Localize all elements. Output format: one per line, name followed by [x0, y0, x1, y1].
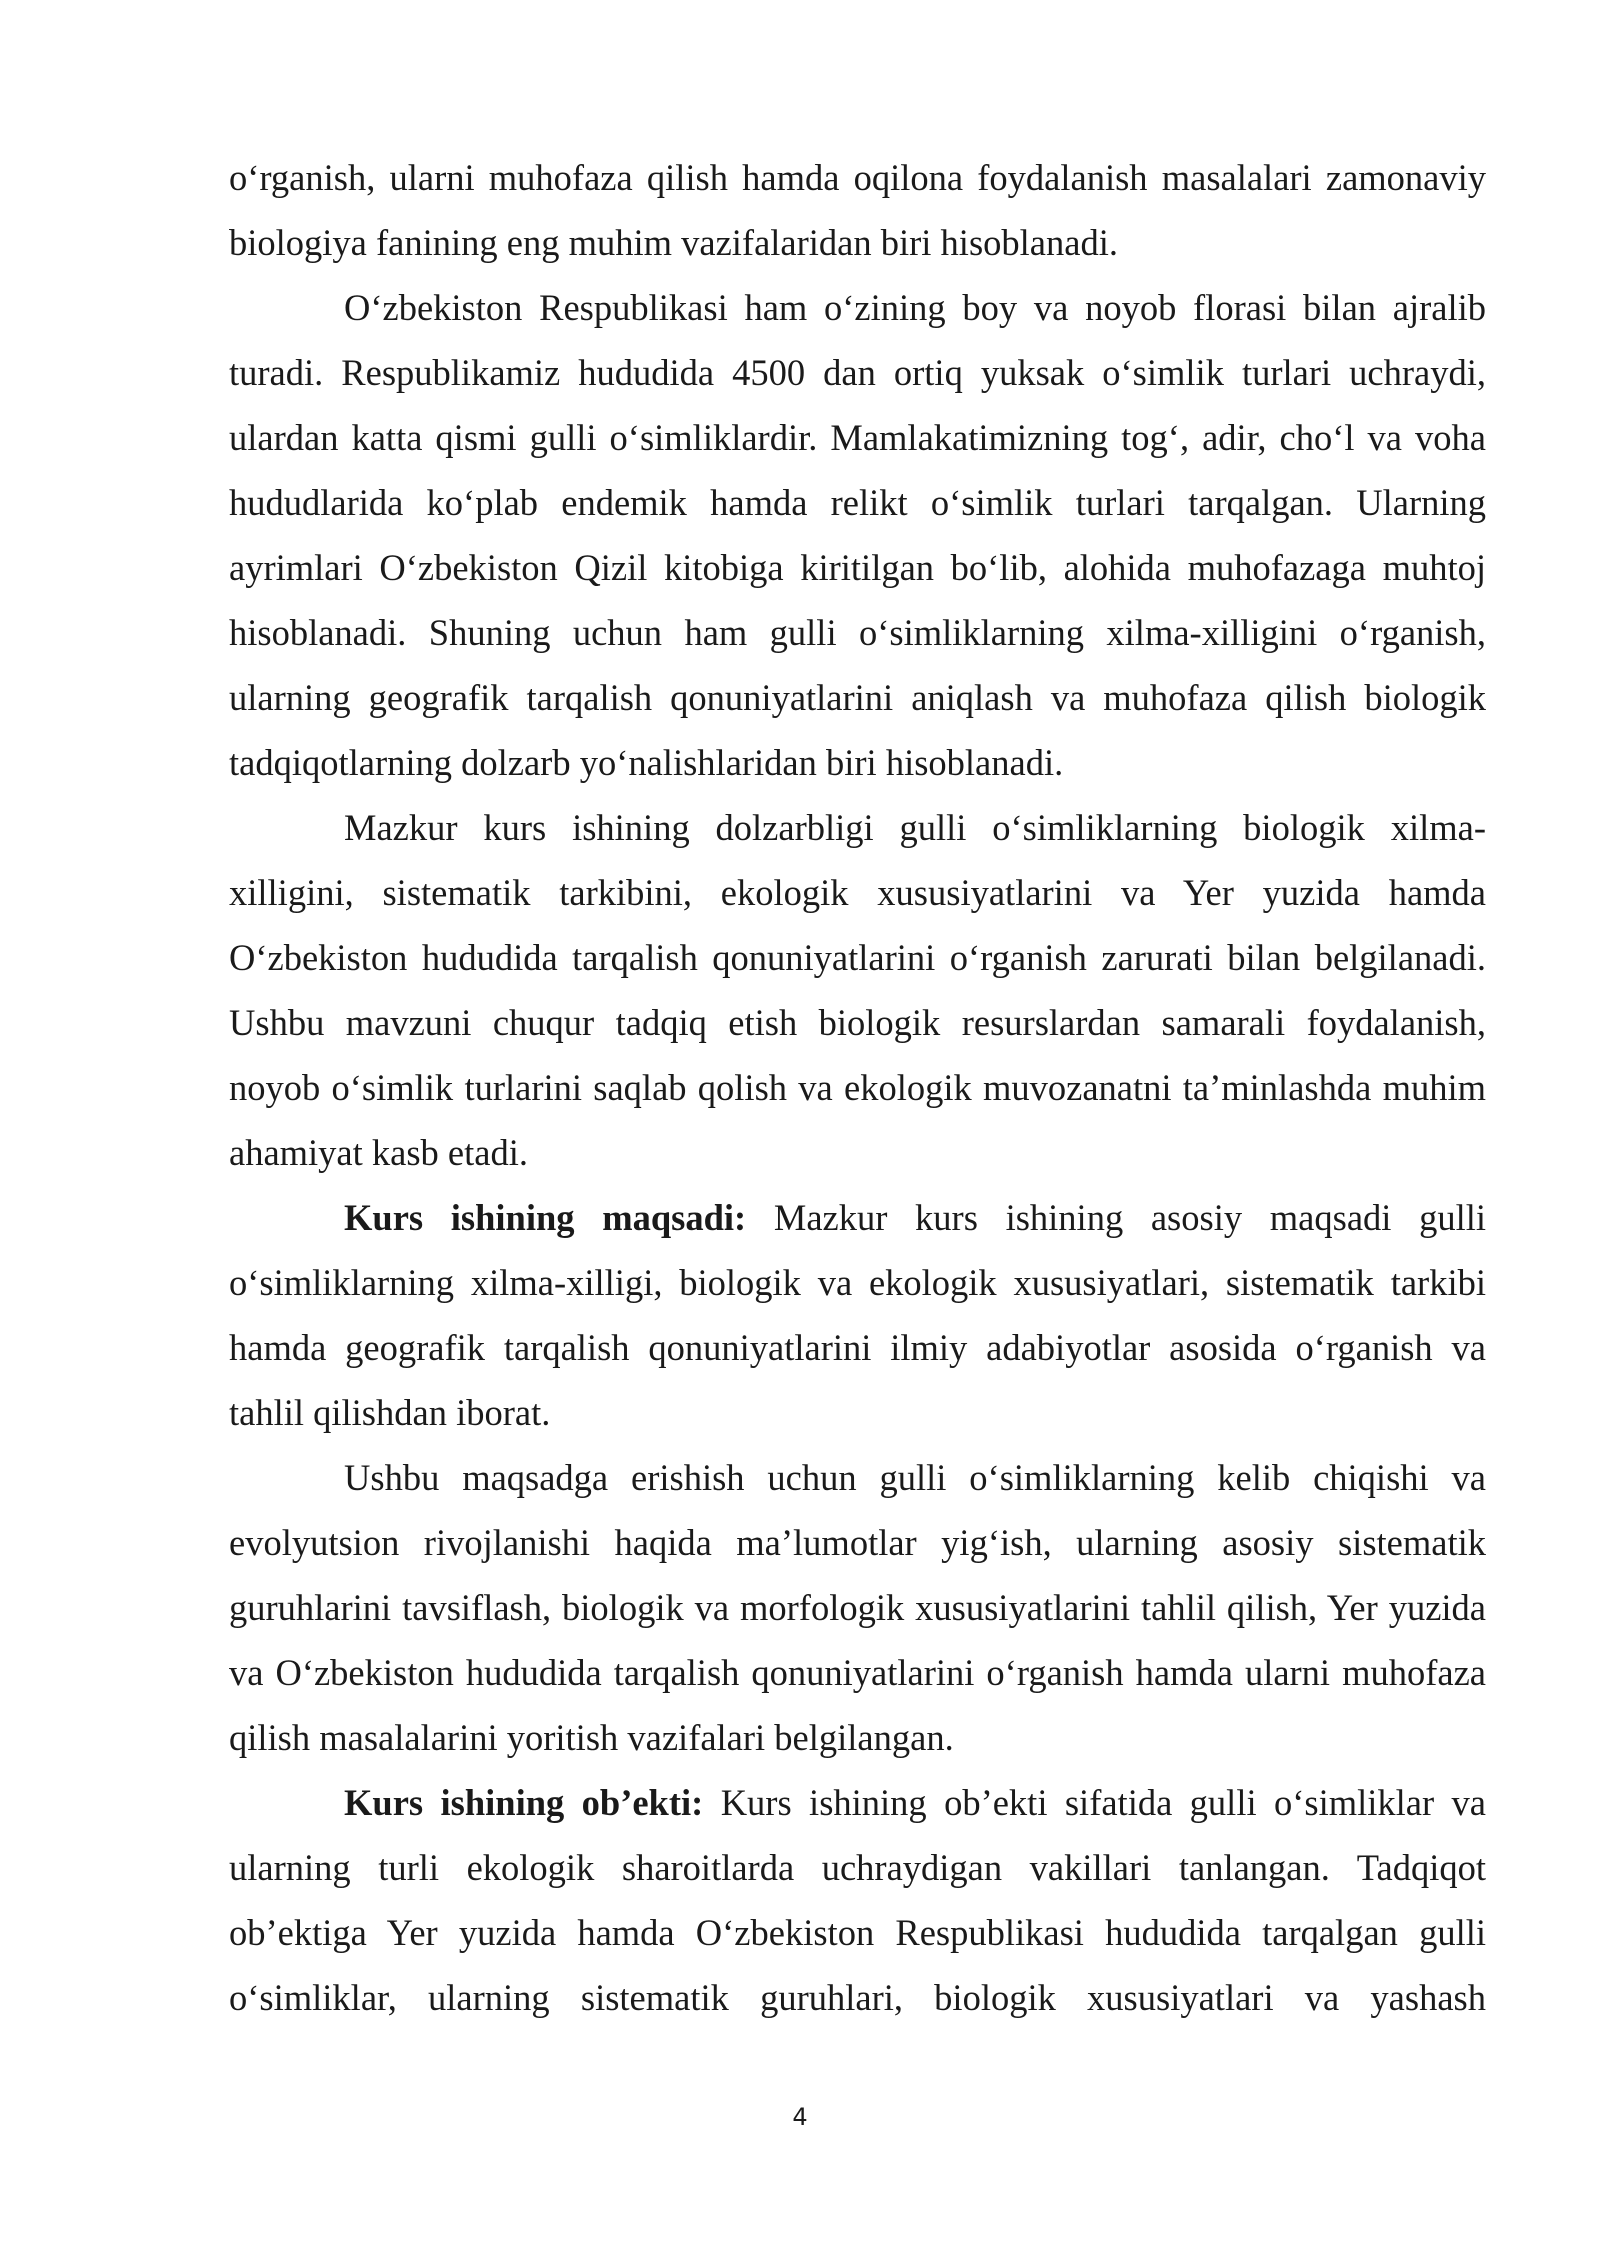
paragraph-continuation [229, 145, 1486, 275]
body-text [229, 145, 1486, 2030]
paragraph-text: Mazkur kurs ishining asosiy maqsadi gulli oʻsimliklarning xilma-xilligi, biologik va ekologik xususiyatlari, sistematik tarkibi hamda geografik tarqalish qonuniyatlarini ilmiy adabiyotlar asosida oʻrganish va tahlil qilishdan iborat. [229, 1197, 1486, 1433]
paragraph-text: Kurs ishining ob’ekti sifatida gulli oʻsimliklar va ularning turli ekologik sharoitlarda uchraydigan vakillari tanlangan. Tadqiqot ob’ektiga Yer yuzida hamda Oʻzbekiston Respublikasi hududida tarqalgan gulli oʻsimliklar, ularning sistematik guruhlari, biologik xususiyatlari va yashash [229, 1782, 1486, 2018]
paragraph-text: Oʻzbekiston Respublikasi ham oʻzining boy va noyob florasi bilan ajralib turadi. Respublikamiz hududida 4500 dan ortiq yuksak oʻsimlik turlari uchraydi, ulardan katta qismi gulli oʻsimliklardir. Mamlakatimizning togʻ, adir, choʻl va voha hududlarida koʻplab endemik hamda relikt oʻsimlik turlari tarqalgan. Ularning ayrimlari Oʻzbekiston Qizil kitobiga kiritilgan boʻlib, alohida muhofazaga muhtoj hisoblanadi. Shuning uchun ham gulli oʻsimliklarning xilma-xilligini oʻrganish, ularning geografik tarqalish qonuniyatlarini aniqlash va muhofaza qilish biologik tadqiqotlarning dolzarb yoʻnalishlaridan biri hisoblanadi. [229, 287, 1486, 783]
paragraph-text: Ushbu maqsadga erishish uchun gulli oʻsimliklarning kelib chiqishi va evolyutsion rivojlanishi haqida ma’lumotlar yigʻish, ularning asosiy sistematik guruhlarini tavsiflash, biologik va morfologik xususiyatlarini tahlil qilish, Yer yuzida va Oʻzbekiston hududida tarqalish qonuniyatlarini oʻrganish hamda ularni muhofaza qilish masalalarini yoritish vazifalari belgilangan. [229, 1457, 1486, 1758]
paragraph [229, 275, 1486, 795]
paragraph-tasks [229, 1445, 1486, 1770]
object-heading: Kurs ishining ob’ekti: [344, 1782, 704, 1823]
paragraph-text: Mazkur kurs ishining dolzarbligi gulli oʻsimliklarning biologik xilma-xilligini, sistematik tarkibini, ekologik xususiyatlarini va Yer yuzida hamda Oʻzbekiston hududida tarqalish qonuniyatlarini oʻrganish zarurati bilan belgilanadi. Ushbu mavzuni chuqur tadqiq etish biologik resurslardan samarali foydalanish, noyob oʻsimlik turlarini saqlab qolish va ekologik muvozanatni ta’minlashda muhim ahamiyat kasb etadi. [229, 807, 1486, 1173]
paragraph-text: oʻrganish, ularni muhofaza qilish hamda oqilona foydalanish masalalari zamonaviy biologiya fanining eng muhim vazifalaridan biri hisoblanadi. [229, 157, 1486, 263]
goal-heading: Kurs ishining maqsadi: [344, 1197, 747, 1238]
paragraph-relevance [229, 795, 1486, 1185]
paragraph-object [229, 1770, 1486, 2030]
page-number: 4 [792, 2103, 808, 2131]
paragraph-goal [229, 1185, 1486, 1445]
